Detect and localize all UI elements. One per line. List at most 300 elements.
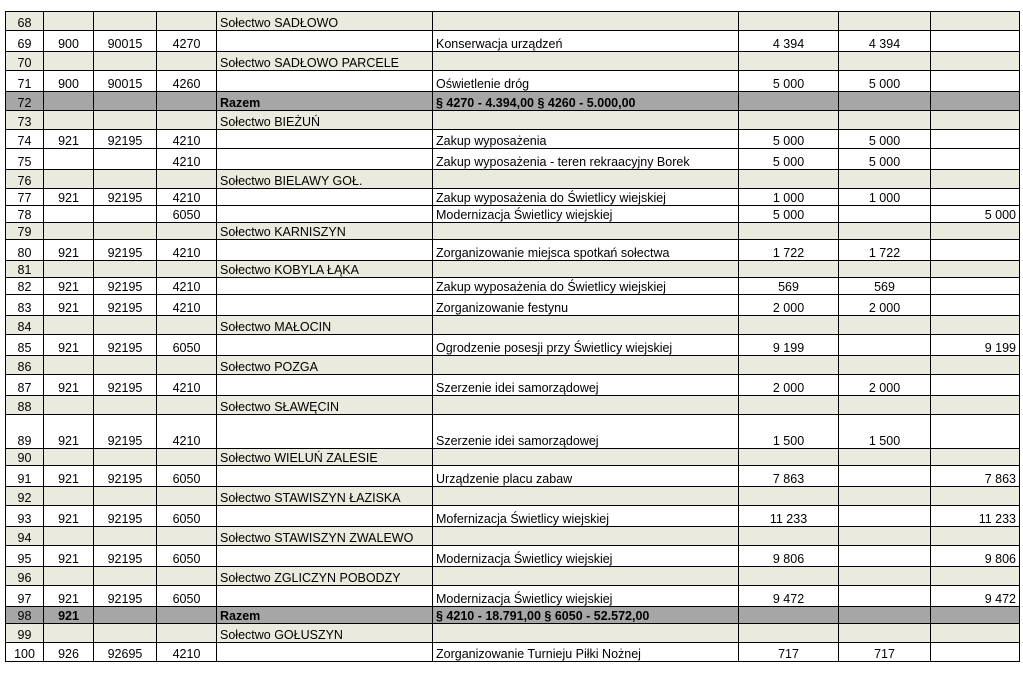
summary-text-cell: § 4270 - 4.394,00 § 4260 - 5.000,00 [433,92,739,111]
current-expense-cell: 569 [839,278,931,295]
capital-expense-cell [931,240,1020,261]
paragraf-cell: 4210 [157,375,217,396]
solectwo-name-cell: Sołectwo SADŁOWO PARCELE [217,52,433,71]
rozdzial-cell: 92195 [94,240,157,261]
amount-cell: 5 000 [739,71,839,92]
description-cell [433,487,739,506]
dzial-cell [44,206,94,223]
table-body [6,12,1020,662]
summary-label-cell: Razem [217,607,433,624]
paragraf-cell: 6050 [157,546,217,567]
row-number-cell: 83 [6,295,44,316]
description-cell: Zorganizowanie miejsca spotkań sołectwa [433,240,739,261]
amount-cell [739,624,839,643]
row-number-cell: 90 [6,449,44,466]
capital-expense-cell: 7 863 [931,466,1020,487]
solectwo-name-cell [217,240,433,261]
rozdzial-cell [94,356,157,375]
dzial-cell [44,149,94,170]
amount-cell [739,261,839,278]
row-number-cell: 80 [6,240,44,261]
dzial-cell [44,12,94,31]
capital-expense-cell [931,189,1020,206]
rozdzial-cell: 92195 [94,546,157,567]
capital-expense-cell: 9 806 [931,546,1020,567]
solectwo-name-cell [217,71,433,92]
solectwo-header-row [6,356,1020,375]
dzial-cell [44,396,94,415]
current-expense-cell [839,261,931,278]
rozdzial-cell [94,149,157,170]
row-number-cell: 79 [6,223,44,240]
paragraf-cell [157,567,217,586]
description-cell: Modernizacja Świetlicy wiejskiej [433,206,739,223]
rozdzial-cell: 90015 [94,31,157,52]
solectwo-header-row [6,487,1020,506]
current-expense-cell: 1 722 [839,240,931,261]
solectwo-name-cell [217,375,433,396]
current-expense-cell [839,506,931,527]
current-expense-cell [839,487,931,506]
current-expense-cell [839,316,931,335]
solectwo-name-cell: Sołectwo SŁAWĘCIN [217,396,433,415]
description-cell [433,223,739,240]
current-expense-cell [839,624,931,643]
paragraf-cell [157,316,217,335]
amount-cell: 717 [739,643,839,662]
paragraf-cell [157,624,217,643]
paragraf-cell: 4260 [157,71,217,92]
capital-expense-cell [931,261,1020,278]
amount-cell [739,396,839,415]
table-row [6,295,1020,316]
row-number-cell: 97 [6,586,44,607]
table-row [6,586,1020,607]
paragraf-cell [157,356,217,375]
dzial-cell [44,92,94,111]
description-cell [433,52,739,71]
description-cell: Zorganizowanie festynu [433,295,739,316]
current-expense-cell [839,607,931,624]
dzial-cell: 900 [44,31,94,52]
current-expense-cell [839,356,931,375]
paragraf-cell [157,12,217,31]
current-expense-cell: 5 000 [839,130,931,149]
solectwo-name-cell [217,31,433,52]
rozdzial-cell [94,223,157,240]
capital-expense-cell [931,130,1020,149]
current-expense-cell [839,396,931,415]
amount-cell: 7 863 [739,466,839,487]
capital-expense-cell: 5 000 [931,206,1020,223]
dzial-cell: 921 [44,586,94,607]
dzial-cell [44,449,94,466]
paragraf-cell: 4210 [157,643,217,662]
table-row [6,240,1020,261]
dzial-cell: 921 [44,189,94,206]
rozdzial-cell: 92195 [94,506,157,527]
paragraf-cell [157,396,217,415]
summary-row [6,607,1020,624]
capital-expense-cell [931,92,1020,111]
rozdzial-cell: 92695 [94,643,157,662]
capital-expense-cell [931,624,1020,643]
solectwo-header-row [6,111,1020,130]
table-row [6,206,1020,223]
current-expense-cell: 1 500 [839,415,931,449]
rozdzial-cell [94,624,157,643]
row-number-cell: 77 [6,189,44,206]
solectwo-name-cell [217,149,433,170]
capital-expense-cell [931,396,1020,415]
solectwo-header-row [6,567,1020,586]
capital-expense-cell: 11 233 [931,506,1020,527]
current-expense-cell [839,586,931,607]
dzial-cell [44,356,94,375]
description-cell [433,449,739,466]
row-number-cell: 76 [6,170,44,189]
row-number-cell: 99 [6,624,44,643]
dzial-cell [44,170,94,189]
description-cell [433,527,739,546]
dzial-cell: 921 [44,240,94,261]
solectwo-name-cell [217,643,433,662]
solectwo-name-cell: Sołectwo WIELUŃ ZALESIE [217,449,433,466]
dzial-cell: 921 [44,546,94,567]
rozdzial-cell [94,206,157,223]
solectwo-header-row [6,527,1020,546]
row-number-cell: 88 [6,396,44,415]
dzial-cell [44,261,94,278]
solectwo-name-cell: Sołectwo BIELAWY GOŁ. [217,170,433,189]
amount-cell: 11 233 [739,506,839,527]
current-expense-cell [839,12,931,31]
description-cell: Zakup wyposażenia do Świetlicy wiejskiej [433,189,739,206]
paragraf-cell [157,487,217,506]
amount-cell: 1 000 [739,189,839,206]
paragraf-cell: 4270 [157,31,217,52]
paragraf-cell: 6050 [157,335,217,356]
description-cell [433,111,739,130]
row-number-cell: 85 [6,335,44,356]
solectwo-header-row [6,261,1020,278]
capital-expense-cell [931,356,1020,375]
capital-expense-cell [931,375,1020,396]
amount-cell [739,111,839,130]
current-expense-cell: 5 000 [839,149,931,170]
paragraf-cell [157,449,217,466]
current-expense-cell [839,527,931,546]
solectwo-name-cell: Sołectwo SADŁOWO [217,12,433,31]
dzial-cell: 900 [44,71,94,92]
solectwo-header-row [6,316,1020,335]
amount-cell [739,567,839,586]
dzial-cell: 921 [44,130,94,149]
description-cell [433,567,739,586]
description-cell: Oświetlenie dróg [433,71,739,92]
solectwo-name-cell: Sołectwo KOBYLA ŁĄKA [217,261,433,278]
rozdzial-cell [94,261,157,278]
amount-cell: 5 000 [739,206,839,223]
row-number-cell: 96 [6,567,44,586]
rozdzial-cell [94,12,157,31]
rozdzial-cell [94,527,157,546]
solectwo-name-cell: Sołectwo STAWISZYN ŁAZISKA [217,487,433,506]
dzial-cell [44,111,94,130]
solectwo-header-row [6,449,1020,466]
solectwo-name-cell [217,466,433,487]
row-number-cell: 69 [6,31,44,52]
current-expense-cell [839,335,931,356]
solectwo-name-cell [217,546,433,567]
row-number-cell: 73 [6,111,44,130]
current-expense-cell [839,52,931,71]
solectwo-name-cell [217,206,433,223]
row-number-cell: 98 [6,607,44,624]
paragraf-cell: 6050 [157,466,217,487]
rozdzial-cell [94,111,157,130]
table-row [6,506,1020,527]
capital-expense-cell [931,170,1020,189]
table-row [6,130,1020,149]
paragraf-cell: 4210 [157,295,217,316]
dzial-cell [44,52,94,71]
solectwo-name-cell [217,586,433,607]
row-number-cell: 78 [6,206,44,223]
description-cell: Szerzenie idei samorządowej [433,415,739,449]
capital-expense-cell [931,149,1020,170]
rozdzial-cell: 92195 [94,335,157,356]
description-cell: Zakup wyposażenia - teren rekraacyjny Borek [433,149,739,170]
paragraf-cell: 4210 [157,240,217,261]
description-cell [433,170,739,189]
description-cell: Zakup wyposażenia [433,130,739,149]
rozdzial-cell [94,449,157,466]
capital-expense-cell [931,31,1020,52]
current-expense-cell [839,567,931,586]
capital-expense-cell: 9 199 [931,335,1020,356]
row-number-cell: 87 [6,375,44,396]
amount-cell: 1 722 [739,240,839,261]
table-row [6,466,1020,487]
paragraf-cell: 4210 [157,189,217,206]
current-expense-cell [839,466,931,487]
dzial-cell [44,487,94,506]
paragraf-cell [157,92,217,111]
capital-expense-cell [931,278,1020,295]
capital-expense-cell [931,111,1020,130]
table-row [6,335,1020,356]
capital-expense-cell [931,449,1020,466]
amount-cell [739,356,839,375]
row-number-cell: 91 [6,466,44,487]
dzial-cell [44,223,94,240]
current-expense-cell: 5 000 [839,71,931,92]
capital-expense-cell: 9 472 [931,586,1020,607]
paragraf-cell: 4210 [157,415,217,449]
table-row [6,189,1020,206]
solectwo-name-cell: Sołectwo GOŁUSZYN [217,624,433,643]
solectwo-header-row [6,12,1020,31]
amount-cell: 9 806 [739,546,839,567]
rozdzial-cell [94,92,157,111]
row-number-cell: 93 [6,506,44,527]
summary-row [6,92,1020,111]
capital-expense-cell [931,487,1020,506]
dzial-cell: 921 [44,335,94,356]
rozdzial-cell: 92195 [94,375,157,396]
amount-cell [739,607,839,624]
capital-expense-cell [931,52,1020,71]
row-number-cell: 82 [6,278,44,295]
description-cell [433,356,739,375]
rozdzial-cell: 90015 [94,71,157,92]
current-expense-cell: 2 000 [839,375,931,396]
solectwo-header-row [6,223,1020,240]
rozdzial-cell [94,487,157,506]
dzial-cell: 921 [44,295,94,316]
paragraf-cell: 4210 [157,278,217,295]
paragraf-cell [157,527,217,546]
capital-expense-cell [931,12,1020,31]
row-number-cell: 71 [6,71,44,92]
amount-cell: 1 500 [739,415,839,449]
capital-expense-cell [931,415,1020,449]
solectwo-name-cell: Sołectwo STAWISZYN ZWALEWO [217,527,433,546]
paragraf-cell [157,223,217,240]
rozdzial-cell: 92195 [94,130,157,149]
amount-cell [739,527,839,546]
capital-expense-cell [931,643,1020,662]
rozdzial-cell [94,567,157,586]
current-expense-cell [839,546,931,567]
table-row [6,278,1020,295]
solectwo-name-cell [217,506,433,527]
paragraf-cell [157,170,217,189]
solectwo-header-row [6,52,1020,71]
dzial-cell: 921 [44,415,94,449]
dzial-cell [44,567,94,586]
dzial-cell: 921 [44,607,94,624]
capital-expense-cell [931,71,1020,92]
row-number-cell: 74 [6,130,44,149]
amount-cell: 9 199 [739,335,839,356]
amount-cell [739,52,839,71]
description-cell [433,316,739,335]
solectwo-name-cell [217,415,433,449]
amount-cell [739,170,839,189]
description-cell: Modernizacja Świetlicy wiejskiej [433,586,739,607]
solectwo-name-cell [217,189,433,206]
dzial-cell [44,316,94,335]
description-cell [433,624,739,643]
row-number-cell: 70 [6,52,44,71]
solectwo-name-cell [217,295,433,316]
rozdzial-cell [94,52,157,71]
amount-cell: 5 000 [739,130,839,149]
description-cell [433,396,739,415]
paragraf-cell: 6050 [157,506,217,527]
solectwo-name-cell [217,278,433,295]
solectwo-name-cell: Sołectwo ZGLICZYN POBODZY [217,567,433,586]
rozdzial-cell: 92195 [94,586,157,607]
solectwo-name-cell [217,130,433,149]
dzial-cell: 921 [44,466,94,487]
rozdzial-cell: 92195 [94,415,157,449]
dzial-cell [44,624,94,643]
description-cell: Mofernizacja Świetlicy wiejskiej [433,506,739,527]
paragraf-cell [157,52,217,71]
amount-cell: 9 472 [739,586,839,607]
table-row [6,31,1020,52]
solectwo-name-cell [217,335,433,356]
table-row [6,415,1020,449]
table-row [6,149,1020,170]
paragraf-cell [157,111,217,130]
paragraf-cell [157,607,217,624]
amount-cell: 569 [739,278,839,295]
paragraf-cell: 4210 [157,149,217,170]
row-number-cell: 68 [6,12,44,31]
amount-cell: 2 000 [739,375,839,396]
description-cell: Modernizacja Świetlicy wiejskiej [433,546,739,567]
row-number-cell: 95 [6,546,44,567]
dzial-cell: 921 [44,278,94,295]
rozdzial-cell [94,396,157,415]
capital-expense-cell [931,607,1020,624]
current-expense-cell [839,449,931,466]
rozdzial-cell: 92195 [94,295,157,316]
row-number-cell: 81 [6,261,44,278]
description-cell [433,261,739,278]
row-number-cell: 94 [6,527,44,546]
current-expense-cell [839,206,931,223]
amount-cell [739,316,839,335]
description-cell [433,12,739,31]
amount-cell: 5 000 [739,149,839,170]
solectwo-header-row [6,396,1020,415]
rozdzial-cell: 92195 [94,189,157,206]
dzial-cell: 921 [44,506,94,527]
description-cell: Zakup wyposażenia do Świetlicy wiejskiej [433,278,739,295]
amount-cell [739,487,839,506]
current-expense-cell: 4 394 [839,31,931,52]
rozdzial-cell [94,316,157,335]
amount-cell [739,92,839,111]
solectwo-name-cell: Sołectwo KARNISZYN [217,223,433,240]
rozdzial-cell: 92195 [94,278,157,295]
current-expense-cell [839,170,931,189]
current-expense-cell: 1 000 [839,189,931,206]
description-cell: Szerzenie idei samorządowej [433,375,739,396]
solectwo-header-row [6,624,1020,643]
description-cell: Urządzenie placu zabaw [433,466,739,487]
current-expense-cell [839,223,931,240]
paragraf-cell: 6050 [157,586,217,607]
capital-expense-cell [931,316,1020,335]
row-number-cell: 84 [6,316,44,335]
dzial-cell [44,527,94,546]
table-row [6,546,1020,567]
current-expense-cell [839,92,931,111]
current-expense-cell: 2 000 [839,295,931,316]
paragraf-cell [157,261,217,278]
solectwo-header-row [6,170,1020,189]
amount-cell [739,12,839,31]
amount-cell: 4 394 [739,31,839,52]
description-cell: Konserwacja urządzeń [433,31,739,52]
table-row [6,643,1020,662]
